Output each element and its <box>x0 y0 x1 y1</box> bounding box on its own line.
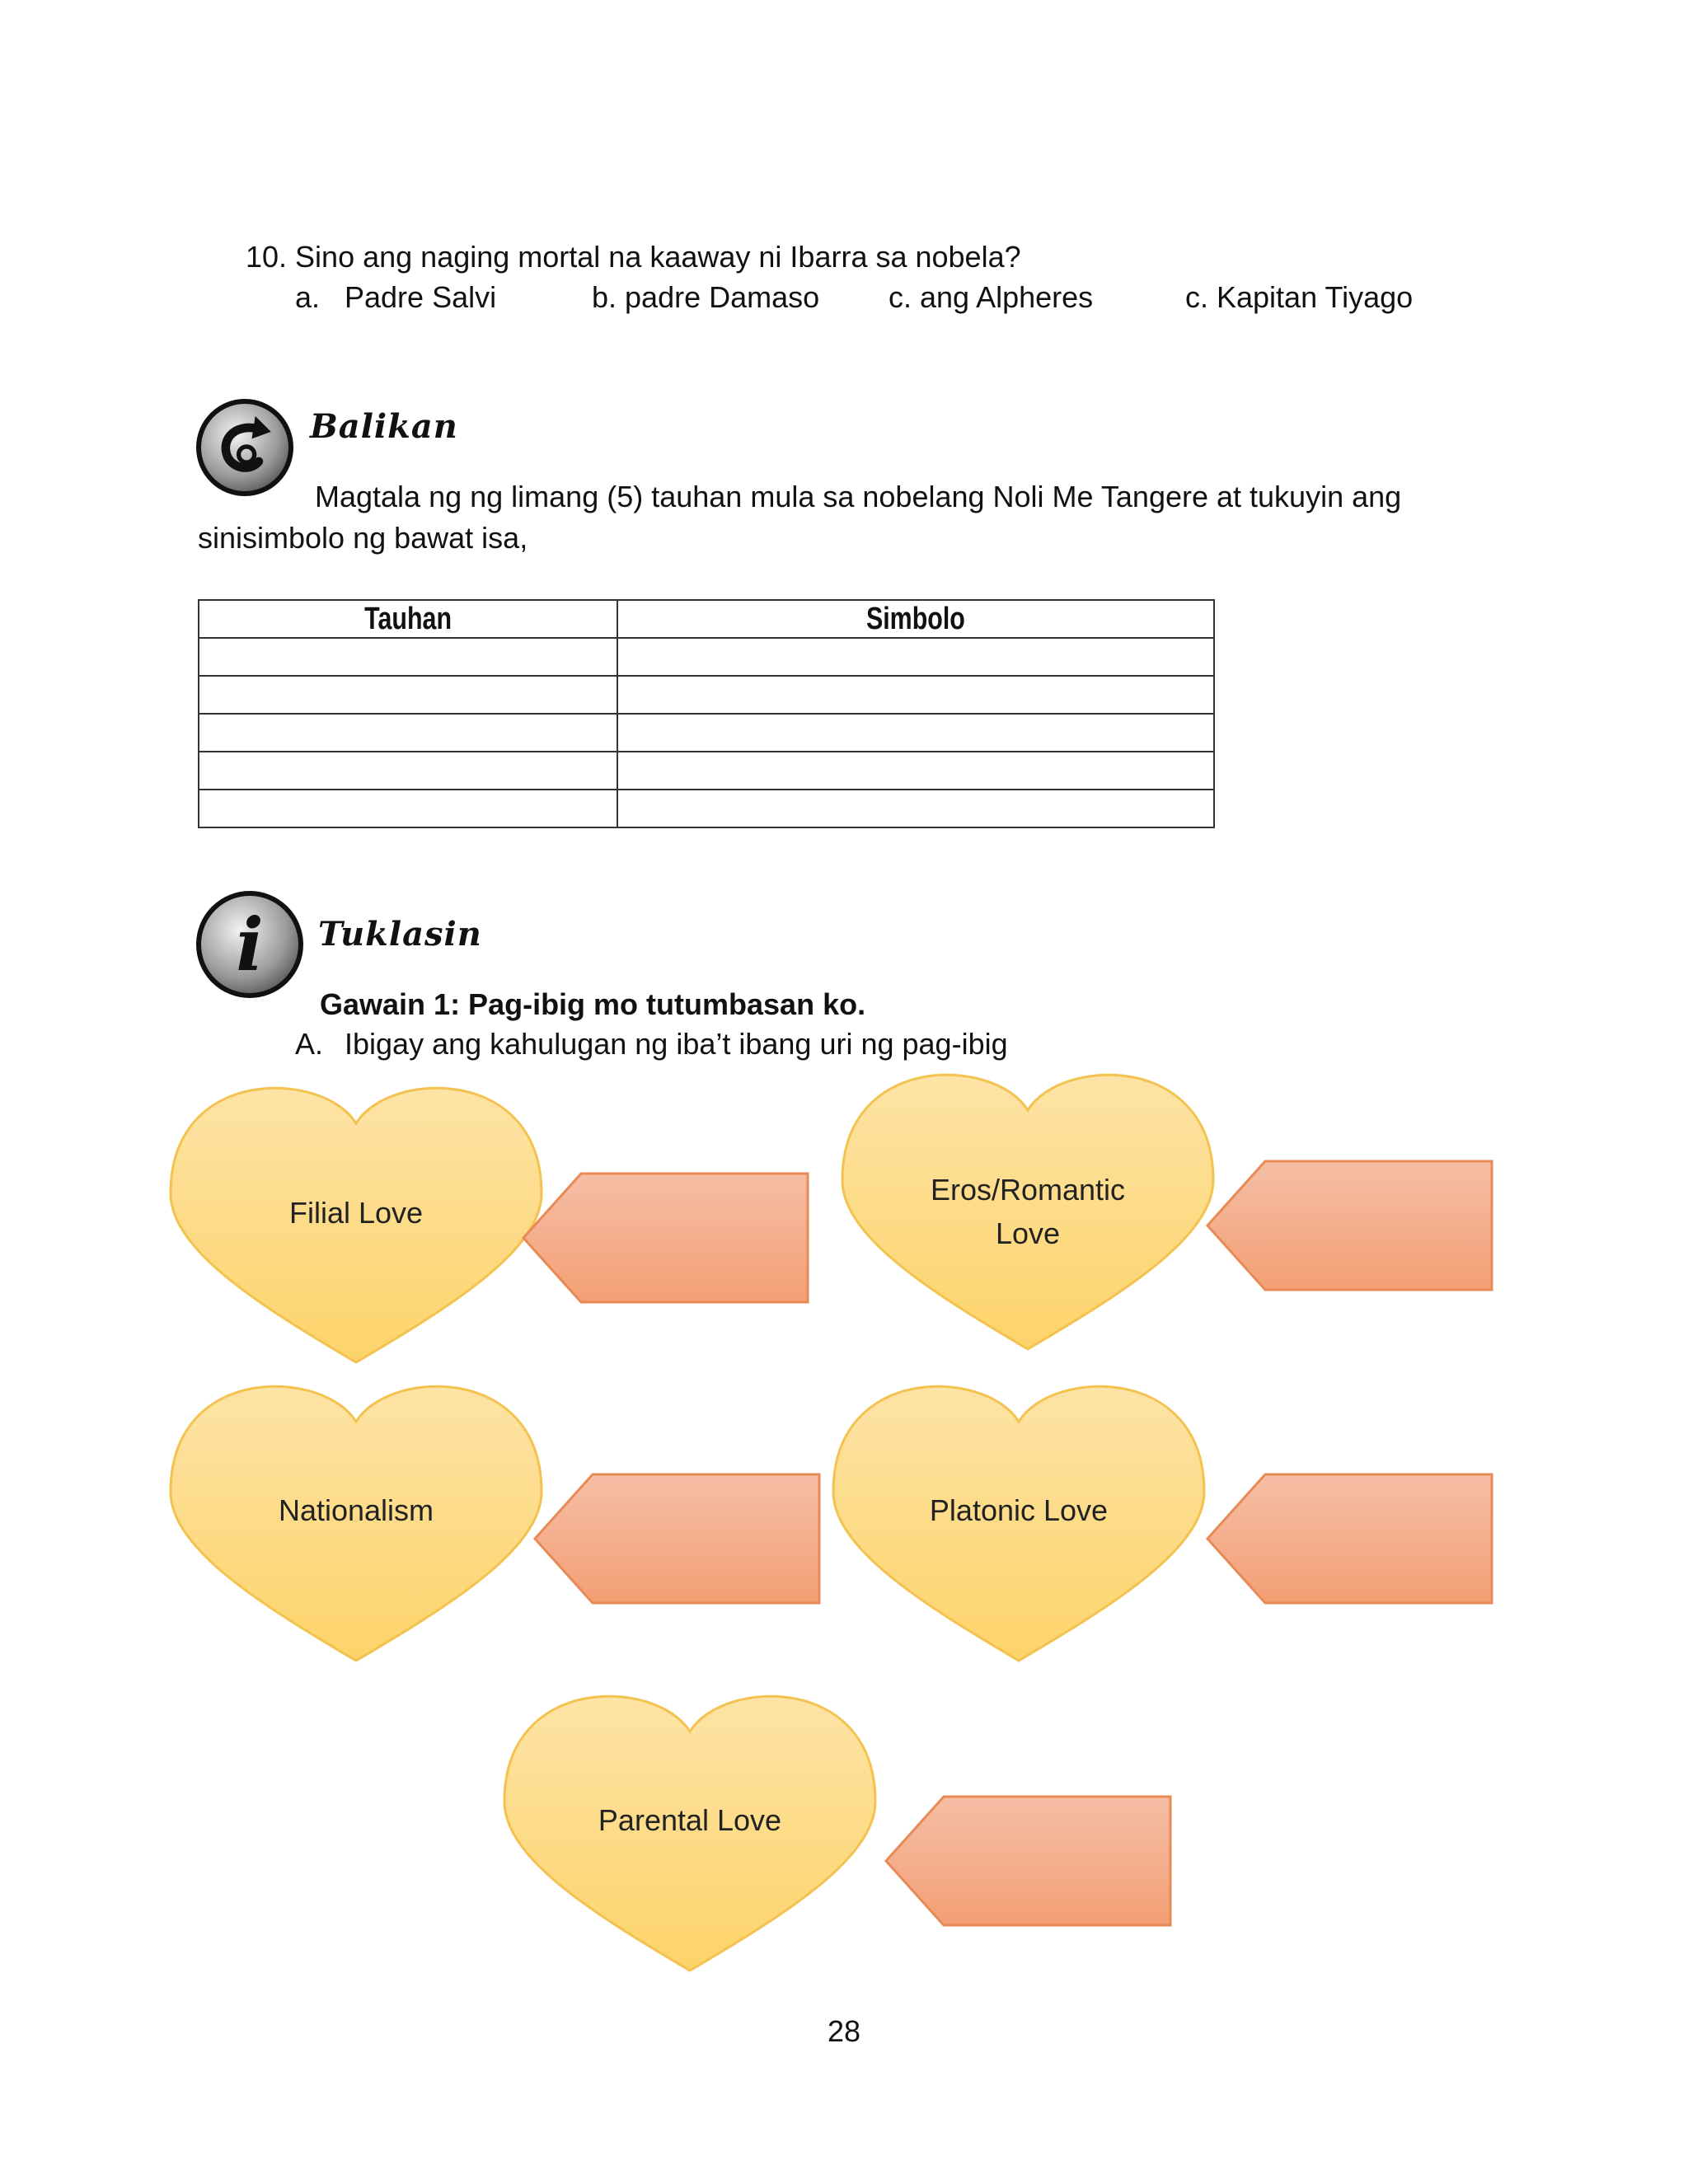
page-number: 28 <box>827 2014 861 2048</box>
header-simbolo: Simbolo <box>678 600 1155 638</box>
choice-a-letter: a. <box>295 280 321 314</box>
balikan-instruction-line2: sinisimbolo ng bawat isa, <box>198 521 528 555</box>
answer-box-eros-romantic-love[interactable] <box>1207 1161 1492 1290</box>
info-icon-glyph: i <box>236 902 264 987</box>
answer-box-platonic-love[interactable] <box>1207 1474 1492 1603</box>
activity-title: Gawain 1: Pag-ibig mo tutumbasan ko. <box>320 987 866 1021</box>
choice-b: b. padre Damaso <box>592 280 820 314</box>
heart-label-eros-line1: Eros/Romantic <box>930 1173 1126 1207</box>
answer-box-nationalism[interactable] <box>535 1474 819 1603</box>
heart-label-nationalism: Nationalism <box>278 1493 434 1527</box>
balikan-instruction-line1: Magtala ng ng limang (5) tauhan mula sa nobelang Noli Me Tangere at tukuyin ang <box>315 480 1402 513</box>
item-letter: A. <box>295 1027 324 1061</box>
heart-label-filial-love: Filial Love <box>288 1196 424 1230</box>
item-text: Ibigay ang kahulugan ng iba’t ibang uri ng pag-ibig <box>345 1027 1008 1061</box>
answer-box-filial-love[interactable] <box>523 1174 808 1302</box>
heart-label-parental-love: Parental Love <box>598 1803 782 1837</box>
heart-label-platonic-love: Platonic Love <box>929 1493 1109 1527</box>
answer-box-parental-love[interactable] <box>886 1797 1170 1925</box>
heart-label-eros-line2: Love <box>995 1216 1061 1250</box>
choice-c: c. ang Alpheres <box>889 280 1094 314</box>
question-text: 10. Sino ang naging mortal na kaaway ni Ibarra sa nobela? <box>246 240 1021 274</box>
balikan-title: Balikan <box>310 407 458 446</box>
choice-a-text: Padre Salvi <box>345 280 497 314</box>
tuklasin-title: Tuklasin <box>318 915 482 954</box>
choice-d: c. Kapitan Tiyago <box>1185 280 1414 314</box>
header-tauhan: Tauhan <box>241 600 576 638</box>
